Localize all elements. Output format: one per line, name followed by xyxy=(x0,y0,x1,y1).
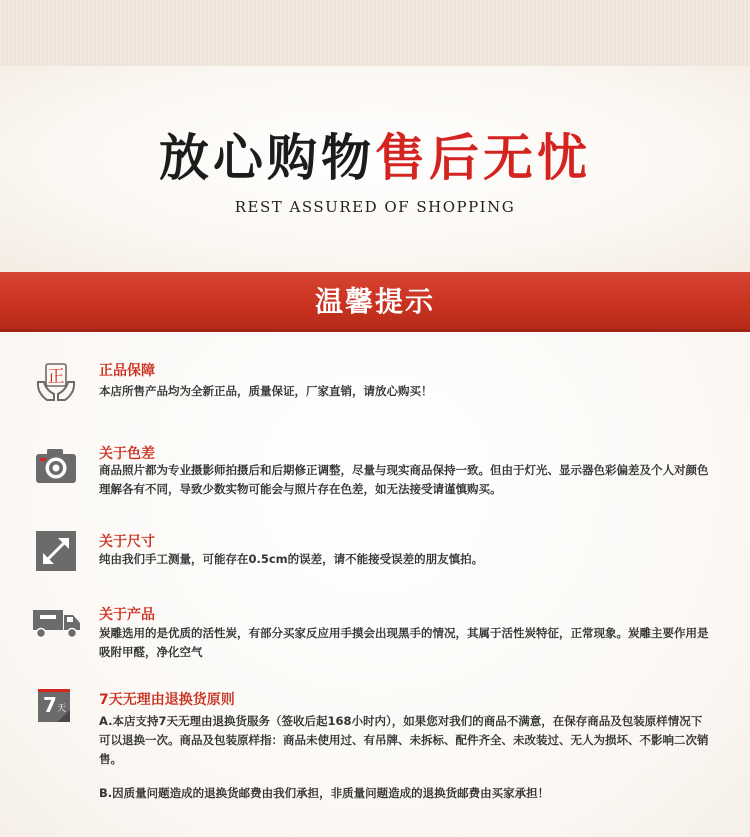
resize-arrow-icon xyxy=(34,529,78,573)
item-title: 关于尺寸 xyxy=(99,534,155,550)
page-title xyxy=(0,128,750,188)
notice-banner xyxy=(0,272,750,332)
item-desc-b: B.因质量问题造成的退换货邮费由我们承担，非质量问题造成的退换货邮费由买家承担！ xyxy=(99,786,550,800)
banner-label: 温馨提示 xyxy=(314,285,435,318)
item-title: 7天无理由退换货原则 xyxy=(99,692,235,708)
item-desc: 商品照片都为专业摄影师拍摄后和后期修正调整，尽量与现实商品保持一致。但由于灯光、显示器色彩偏差及个人对颜色理解各有不同，导致少数实物可能会与照片存在色差，如无法接受请谨慎购买。 xyxy=(99,463,709,496)
item-title: 关于产品 xyxy=(99,607,155,623)
item-title: 正品保障 xyxy=(99,363,155,379)
item-title: 关于色差 xyxy=(99,446,155,462)
genuine-hands-icon xyxy=(34,360,78,404)
item-desc: 纯由我们手工测量，可能存在0.5cm的误差，请不能接受误差的朋友慎拍。 xyxy=(99,552,484,566)
title-part-red: 售后无忧 xyxy=(375,128,591,187)
truck-icon xyxy=(32,601,82,645)
item-desc: 本店所售产品均为全新正品，质量保证，厂家直销，请放心购买！ xyxy=(99,384,433,398)
top-decor-band xyxy=(0,0,750,66)
seven-day-calendar-icon xyxy=(37,688,71,724)
item-desc-a: A.本店支持7天无理由退换货服务（签收后起168小时内），如果您对我们的商品不满意，在保存商品及包装原样情况下可以退换一次。商品及包装原样指：商品未使用过、有吊牌、未拆标、配件齐全、未改装过、无人为损坏、不影响二次销售。 xyxy=(99,714,709,766)
calendar-number: 7 xyxy=(43,693,57,717)
calendar-unit: 天 xyxy=(57,704,67,714)
svg-text:正: 正 xyxy=(47,367,65,387)
page-subtitle: REST ASSURED OF SHOPPING xyxy=(234,198,516,216)
item-desc: 炭雕选用的是优质的活性炭，有部分买家反应用手摸会出现黑手的情况，其属于活性炭特征，正常现象。炭雕主要作用是吸附甲醛，净化空气 xyxy=(99,626,709,659)
title-part-dark: 放心购物 xyxy=(159,128,375,187)
camera-icon xyxy=(34,445,78,489)
